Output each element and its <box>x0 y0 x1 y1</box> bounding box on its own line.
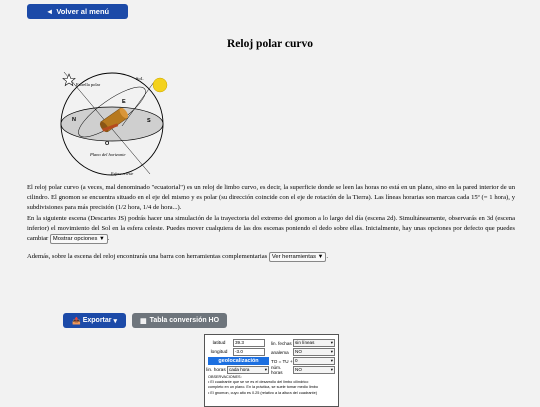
conversion-table-button[interactable] <box>132 313 227 328</box>
latitude-row <box>205 339 265 347</box>
chevron-down-icon: ▾ <box>264 367 267 372</box>
observations-title: OBSERVACIONES: <box>208 375 242 379</box>
hour-numbers-value: NO <box>295 367 302 372</box>
geolocation-button[interactable]: geolocalización <box>208 357 269 365</box>
simulation-panel <box>204 334 339 407</box>
hour-lines-row <box>205 366 269 374</box>
hour-numbers-label: núm. horas <box>271 365 283 375</box>
show-tools-select[interactable]: Ver herramientas ▼ <box>269 252 327 262</box>
analemma-row <box>271 348 335 356</box>
export-button[interactable] <box>63 313 126 328</box>
hour-lines-select[interactable] <box>227 366 269 374</box>
chevron-down-icon: ▾ <box>113 317 118 325</box>
date-lines-label: lin. fechas <box>271 340 292 346</box>
export-label: Exportar <box>82 317 112 324</box>
hour-lines-value: cada hora <box>229 367 250 372</box>
intro-paragraph-3-text: Además, sobre la escena del reloj encontrarás una barra con herramientas complementarias <box>27 253 268 261</box>
time-offset-label: TO = TU + <box>271 358 293 364</box>
west-label: O <box>105 141 110 147</box>
page-title: Reloj polar curvo <box>226 38 314 50</box>
show-tools-label: Ver herramientas <box>271 254 317 261</box>
north-label: N <box>72 117 76 123</box>
date-lines-select[interactable] <box>293 339 335 347</box>
polar-star-icon <box>63 74 75 86</box>
time-offset-select[interactable] <box>293 357 335 365</box>
horizon-label: Plano del horizonte <box>90 152 126 157</box>
observation-line: • El cuadrante que se ve es el desarrollo del limbo cilíndrico <box>208 380 309 385</box>
observation-line: completo en un plano. En la práctica, se suele tomar medio limbo <box>208 385 318 390</box>
hour-lines-label: lin. horas <box>206 367 226 373</box>
intro-paragraph-1: El reloj polar curvo (a veces, mal denominado "ecuatorial") es un reloj de limbo curvo, es decir, la superficie donde se leen las horas no está en un plano, sino en la pared interior de un cilindro. El gnomon se encuentra situado en el eje del mismo y es polar (su dirección coincide con el eje de rotación de la Tierra). Las líneas horarias son marcas cada 15º (= 1 hora), y subdivisiones para más precisión (1/2 hora, 1/4 de hora...). <box>27 184 515 212</box>
longitude-row <box>205 348 265 356</box>
analemma-select[interactable] <box>293 348 335 356</box>
back-to-menu-label: Volver al menú <box>56 7 110 16</box>
sun-label: SoL <box>136 76 144 81</box>
analemma-value: NO <box>295 349 302 354</box>
export-icon: 📤 <box>71 317 81 325</box>
latitude-label: latitud <box>212 340 226 346</box>
sphere-label: Esfera celeste <box>111 171 134 176</box>
conversion-table-label: Tabla conversión HO <box>149 317 220 324</box>
time-offset-value: 0 <box>295 358 298 363</box>
show-options-select[interactable]: Mostrar opciones ▼ <box>50 234 108 244</box>
chevron-down-icon: ▾ <box>330 367 333 372</box>
table-icon: ▦ <box>139 317 147 325</box>
celestial-sphere-diagram <box>54 70 168 178</box>
intro-paragraph-2: En la siguiente escena (Descartes JS) podrás hacer una simulación de la trayectoria del extremo del gnomon a lo largo del día (escena 2d). Simultáneamente, observarás en 3d (escena inferior) el movimiento del Sol en la esfera celeste. Puedes mover cualquiera de las dos escenas poniendo el dedo sobre ellas. Inicialmente, hay unas opciones por defecto que puedes cambiar Mostrar opciones ▼ . <box>27 214 515 243</box>
longitude-label: longitud <box>210 349 228 355</box>
intro-text <box>27 183 515 262</box>
date-lines-value: sin líneas <box>295 340 315 345</box>
observations <box>208 375 335 396</box>
latitude-input[interactable]: 39.3 <box>233 339 265 347</box>
back-to-menu-button[interactable] <box>27 4 128 19</box>
longitude-input[interactable]: -3.0 <box>233 348 265 356</box>
intro-paragraph-2-text: En la siguiente escena (Descartes JS) podrás hacer una simulación de la trayectoria del extremo del gnomon a lo largo del día (escena 2d). Simultáneamente, observarás en 3d (escena inferior) el movimiento del Sol en la esfera celeste. Puedes mover cualquiera de las dos escenas poniendo el dedo sobre ellas. Inicialmente, hay unas opciones por defecto que puedes cambiar <box>27 214 515 243</box>
star-label: Estrella polar <box>76 82 101 87</box>
arrow-left-icon: ◄ <box>45 7 54 16</box>
analemma-label: analema <box>271 349 289 355</box>
hour-numbers-select[interactable] <box>293 366 335 374</box>
chevron-down-icon: ▾ <box>330 349 333 354</box>
show-options-label: Mostrar opciones <box>52 236 98 243</box>
south-label: S <box>147 118 151 124</box>
east-label: E <box>122 99 126 105</box>
chevron-down-icon: ▾ <box>330 340 333 345</box>
observation-line: • El gnomon, cuyo alto es 0.25 (relativo a la altura del cuadrante) <box>208 390 317 395</box>
sun-icon <box>153 78 167 92</box>
date-lines-row <box>271 339 335 347</box>
intro-paragraph-3: Además, sobre la escena del reloj encontrarás una barra con herramientas complementarias Ver herramientas ▼ . <box>27 253 329 261</box>
chevron-down-icon: ▾ <box>330 358 333 363</box>
hour-numbers-row <box>271 366 335 374</box>
time-offset-row <box>271 357 335 365</box>
